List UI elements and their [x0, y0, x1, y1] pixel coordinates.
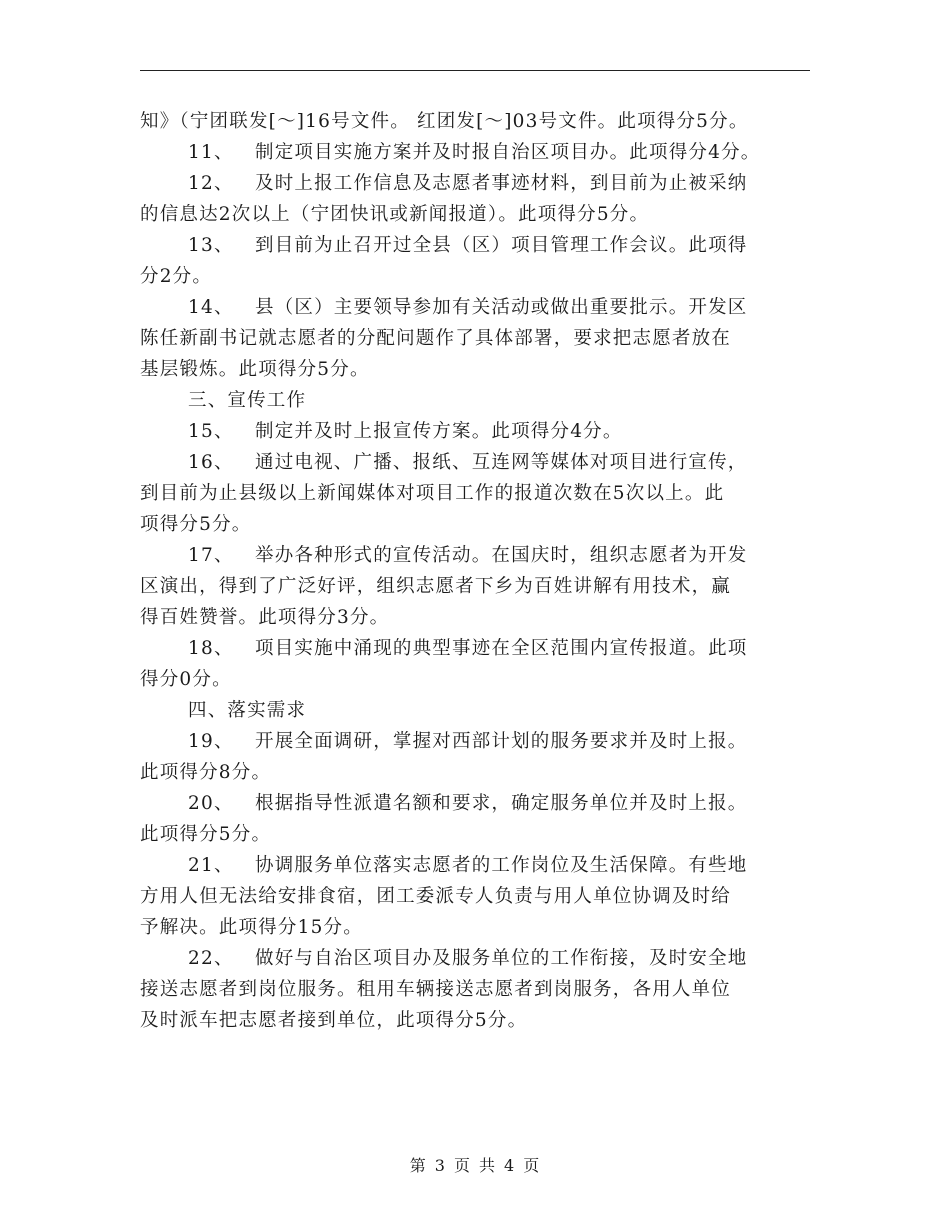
line-text: 根据指导性派遣名额和要求，确定服务单位并及时上报。	[255, 793, 748, 814]
text-line	[140, 199, 812, 230]
text-line	[140, 447, 812, 478]
text-line	[140, 230, 812, 261]
item-number: 18、	[188, 638, 234, 659]
line-text: 做好与自治区项目办及服务单位的工作衔接，及时安全地	[255, 948, 748, 969]
text-line	[140, 385, 812, 416]
line-text: 得分0分。	[140, 669, 232, 690]
item-number: 14、	[188, 297, 234, 318]
line-text: 县（区）主要领导参加有关活动或做出重要批示。开发区	[255, 297, 748, 318]
body-text	[140, 106, 812, 1036]
footer-word: 共	[479, 1156, 497, 1175]
line-text: 予解决。此项得分15分。	[140, 917, 363, 938]
footer-word: 页	[523, 1156, 541, 1175]
text-line	[140, 726, 812, 757]
current-page-number: 3	[434, 1156, 446, 1175]
line-text: 得百姓赞誉。此项得分3分。	[140, 607, 390, 628]
text-line	[140, 261, 812, 292]
footer-word: 页	[453, 1156, 471, 1175]
text-line	[140, 416, 812, 447]
text-line	[140, 478, 812, 509]
page-footer	[0, 1153, 950, 1176]
line-text: 此项得分5分。	[140, 824, 272, 845]
text-line	[140, 757, 812, 788]
text-line	[140, 1005, 812, 1036]
text-line	[140, 292, 812, 323]
line-text: 到目前为止召开过全县（区）项目管理工作会议。此项得	[255, 235, 748, 256]
footer-word: 第	[409, 1156, 427, 1175]
item-number: 11、	[188, 142, 234, 163]
line-text: 项得分5分。	[140, 514, 252, 535]
text-line	[140, 540, 812, 571]
item-number: 12、	[188, 173, 234, 194]
item-number: 22、	[188, 948, 234, 969]
item-number: 21、	[188, 855, 234, 876]
line-text: 举办各种形式的宣传活动。在国庆时，组织志愿者为开发	[255, 545, 748, 566]
text-line	[140, 881, 812, 912]
line-text: 的信息达2次以上（宁团快讯或新闻报道）。此项得分5分。	[140, 204, 650, 225]
text-line	[140, 509, 812, 540]
item-number: 16、	[188, 452, 234, 473]
text-line	[140, 602, 812, 633]
item-number: 19、	[188, 731, 234, 752]
text-line	[140, 850, 812, 881]
total-pages-number: 4	[504, 1156, 516, 1175]
line-text: 基层锻炼。此项得分5分。	[140, 359, 370, 380]
line-text: 通过电视、广播、报纸、互连网等媒体对项目进行宣传，	[255, 452, 748, 473]
text-line	[140, 323, 812, 354]
text-line	[140, 695, 812, 726]
item-number: 13、	[188, 235, 234, 256]
line-text: 到目前为止县级以上新闻媒体对项目工作的报道次数在5次以上。此	[140, 483, 725, 504]
text-line	[140, 974, 812, 1005]
line-text: 制定并及时上报宣传方案。此项得分4分。	[255, 421, 623, 442]
line-text: 制定项目实施方案并及时报自治区项目办。此项得分4分。	[255, 142, 761, 163]
text-line	[140, 912, 812, 943]
item-number: 15、	[188, 421, 234, 442]
line-text: 及时派车把志愿者接到单位，此项得分5分。	[140, 1010, 528, 1031]
text-line	[140, 943, 812, 974]
line-text: 接送志愿者到岗位服务。租用车辆接送志愿者到岗服务，各用人单位	[140, 979, 732, 1000]
text-line	[140, 106, 812, 137]
item-number: 17、	[188, 545, 234, 566]
line-text: 区演出，得到了广泛好评，组织志愿者下乡为百姓讲解有用技术，赢	[140, 576, 732, 597]
line-text: 分2分。	[140, 266, 213, 287]
text-line	[140, 137, 812, 168]
header-rule	[140, 70, 810, 71]
line-text: 此项得分8分。	[140, 762, 272, 783]
item-number: 20、	[188, 793, 234, 814]
line-text: 及时上报工作信息及志愿者事迹材料，到目前为止被采纳	[255, 173, 748, 194]
text-line	[140, 354, 812, 385]
line-text: 三、宣传工作	[188, 390, 307, 411]
line-text: 项目实施中涌现的典型事迹在全区范围内宣传报道。此项	[255, 638, 748, 659]
line-text: 开展全面调研，掌握对西部计划的服务要求并及时上报。	[255, 731, 748, 752]
text-line	[140, 571, 812, 602]
text-line	[140, 664, 812, 695]
line-text: 协调服务单位落实志愿者的工作岗位及生活保障。有些地	[255, 855, 748, 876]
line-text: 四、落实需求	[188, 700, 307, 721]
text-line	[140, 819, 812, 850]
text-line	[140, 168, 812, 199]
line-text: 知》（宁团联发[～]16号文件。 红团发[～]03号文件。此项得分5分。	[140, 111, 749, 132]
line-text: 陈任新副书记就志愿者的分配问题作了具体部署，要求把志愿者放在	[140, 328, 732, 349]
text-line	[140, 633, 812, 664]
text-line	[140, 788, 812, 819]
line-text: 方用人但无法给安排食宿，团工委派专人负责与用人单位协调及时给	[140, 886, 732, 907]
